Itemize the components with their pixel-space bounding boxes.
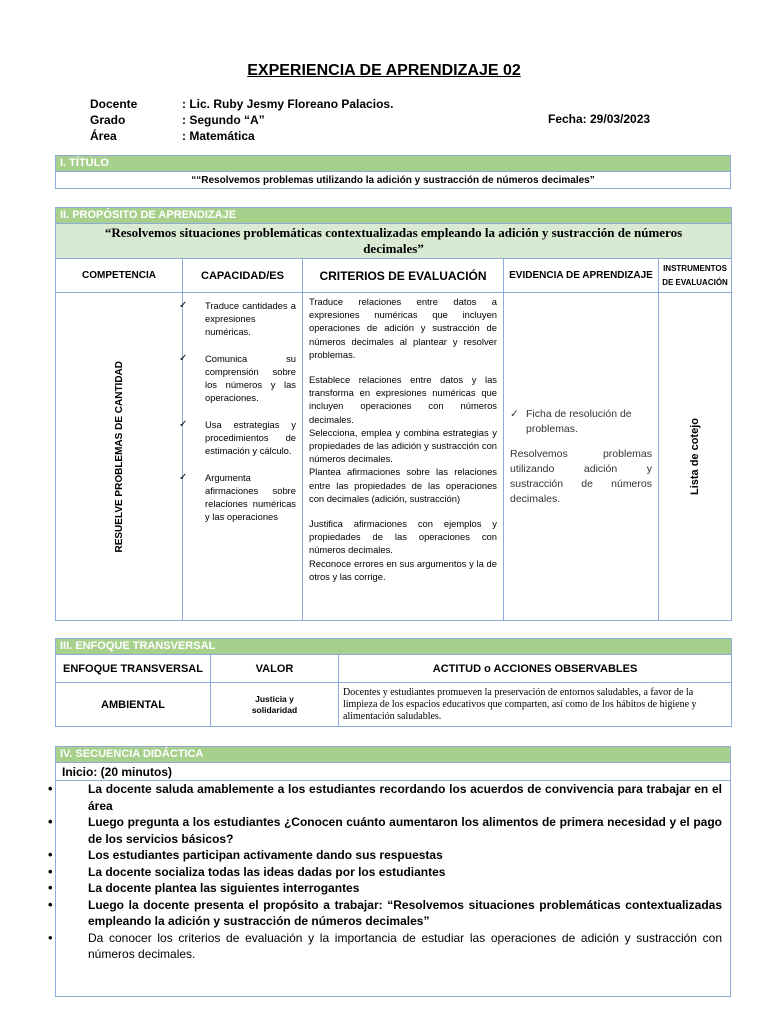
titulo-table bbox=[55, 155, 731, 189]
col-criterios: CRITERIOS DE EVALUACIÓN bbox=[303, 259, 504, 293]
col-instrumentos: INSTRUMENTOS DE EVALUACIÓN bbox=[659, 259, 732, 293]
enfoque-table bbox=[55, 638, 732, 727]
secuencia-heading: IV. SECUENCIA DIDÁCTICA bbox=[56, 747, 731, 763]
evidencia-cell bbox=[504, 293, 659, 621]
secuencia-inicio: Inicio: (20 minutos) bbox=[56, 763, 731, 781]
col-capacidad: CAPACIDAD/ES bbox=[183, 259, 303, 293]
docente-value: : Lic. Ruby Jesmy Floreano Palacios. bbox=[182, 97, 394, 111]
document-title: EXPERIENCIA DE APRENDIZAJE 02 bbox=[247, 62, 521, 79]
proposito-table bbox=[55, 207, 732, 621]
secuencia-item: • Los estudiantes participan activamente dando sus respuestas bbox=[62, 847, 722, 864]
instrumento-cell bbox=[659, 293, 732, 621]
secuencia-item: • Da conocer los criterios de evaluación y la importancia de estudiar las operaciones de adición y sustracción con números decimales. bbox=[62, 930, 722, 963]
enfoque-actitud: Docentes y estudiantes promueven la preservación de entornos saludables, a favor de la limpieza de los espacios educativos que comparten, así como de los hábitos de higiene y alimentación saludables. bbox=[339, 683, 732, 727]
capacidades-list bbox=[183, 293, 302, 523]
secuencia-table bbox=[55, 746, 731, 997]
criterio-text: Justifica afirmaciones con ejemplos y propiedades de las operaciones con números decimales. bbox=[309, 518, 497, 556]
col-actitud: ACTITUD o ACCIONES OBSERVABLES bbox=[339, 655, 732, 683]
secuencia-item: • La docente plantea las siguientes interrogantes bbox=[62, 880, 722, 897]
criterio-text: Plantea afirmaciones sobre las relaciones entre las propiedades de las operaciones con decimales (adición, sustracción) bbox=[309, 466, 497, 504]
secuencia-list bbox=[62, 781, 722, 963]
check-icon: ✓ bbox=[510, 407, 519, 420]
competencia-cell bbox=[56, 293, 183, 621]
col-competencia: COMPETENCIA bbox=[56, 259, 183, 293]
capacidad-item: ✓ Comunica su comprensión sobre los números y las operaciones. bbox=[189, 352, 296, 404]
evidencia-text: Resolvemos problemas utilizando adición y sustracción de números decimales. bbox=[510, 447, 652, 505]
grado-value: : Segundo “A” bbox=[182, 113, 265, 127]
secuencia-item: • Luego pregunta a los estudiantes ¿Conocen cuánto aumentaron los alimentos de primera necesidad y el pago de los servicios básicos? bbox=[62, 814, 722, 847]
fecha: Fecha: 29/03/2023 bbox=[548, 112, 651, 126]
evidencia-item bbox=[510, 407, 652, 437]
col-valor: VALOR bbox=[211, 655, 339, 683]
secuencia-item: • Luego la docente presenta el propósito a trabajar: “Resolvemos situaciones problemáticas contextualizadas empleando la adición y sustracción de números decimales” bbox=[62, 897, 722, 930]
titulo-heading: I. TÍTULO bbox=[56, 156, 731, 172]
criterio-text: Selecciona, emplea y combina estrategias y propiedades de las adición y sustracción con números decimales. bbox=[309, 426, 497, 465]
grado-label: Grado bbox=[90, 113, 126, 127]
secuencia-item: • La docente saluda amablemente a los estudiantes recordando los acuerdos de convivencia para trabajar en el área bbox=[62, 781, 722, 814]
proposito-statement: “Resolvemos situaciones problemáticas contextualizadas empleando la adición y sustracción de números decimales” bbox=[56, 224, 732, 259]
enfoque-ambiental: AMBIENTAL bbox=[56, 683, 211, 727]
col-evidencia: EVIDENCIA DE APRENDIZAJE bbox=[504, 259, 659, 293]
secuencia-body bbox=[56, 781, 731, 997]
capacidad-item: ✓ Argumenta afirmaciones sobre relaciones numéricas y las operaciones bbox=[189, 471, 296, 523]
criterios-cell bbox=[303, 293, 504, 621]
enfoque-heading: III. ENFOQUE TRANSVERSAL bbox=[56, 639, 732, 655]
col-enfoque: ENFOQUE TRANSVERSAL bbox=[56, 655, 211, 683]
area-label: Área bbox=[90, 129, 117, 143]
criterio-text: Reconoce errores en sus argumentos y la de otros y las corrige. bbox=[309, 557, 497, 582]
criterio-text: Establece relaciones entre datos y las transforma en expresiones numéricas que incluyen operaciones con números decimales. bbox=[309, 374, 497, 425]
capacidades-cell bbox=[183, 293, 303, 621]
evidencia-item-text: Ficha de resolución de problemas. bbox=[526, 407, 632, 435]
criterio-text: Traduce relaciones entre datos a expresiones numéricas que incluyen operaciones de adición y sustracción de números decimales al plantear y resolver problemas. bbox=[309, 296, 497, 360]
enfoque-valor: Justicia y solidaridad bbox=[211, 683, 339, 727]
capacidad-item: ✓ Usa estrategias y procedimientos de estimación y cálculo. bbox=[189, 418, 296, 457]
titulo-text: ““Resolvemos problemas utilizando la adición y sustracción de números decimales” bbox=[56, 172, 731, 189]
competencia-text: RESUELVE PROBLEMAS DE CANTIDAD bbox=[113, 360, 125, 553]
proposito-heading: II. PROPÓSITO DE APRENDIZAJE bbox=[56, 208, 732, 224]
instrumento-text: Lista de cotejo bbox=[689, 417, 702, 496]
secuencia-item: • La docente socializa todas las ideas dadas por los estudiantes bbox=[62, 864, 722, 881]
docente-label: Docente bbox=[90, 97, 138, 111]
area-value: : Matemática bbox=[182, 129, 255, 143]
capacidad-item: ✓ Traduce cantidades a expresiones numéricas. bbox=[189, 299, 296, 338]
